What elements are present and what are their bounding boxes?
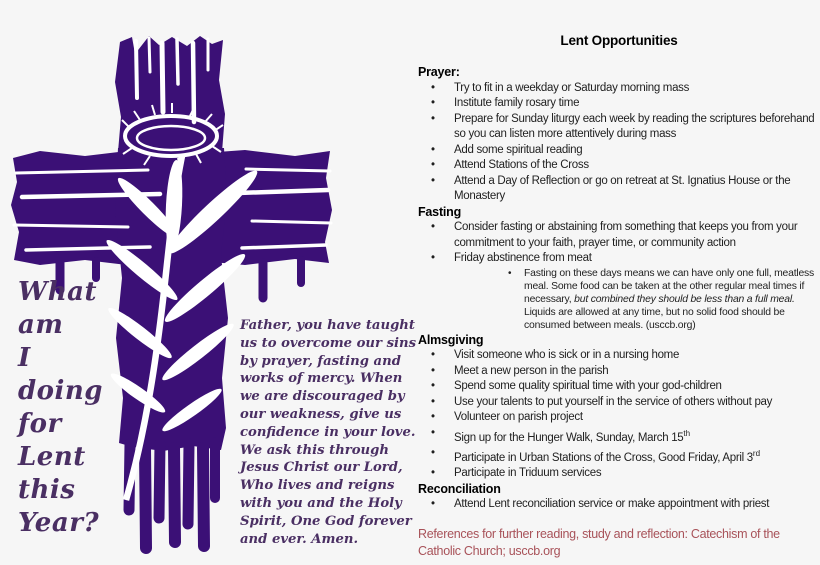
section-fasting — [418, 205, 820, 333]
list-item: • Friday abstinence from meat — [418, 251, 820, 267]
prayer-line: works of mercy. When — [240, 371, 403, 387]
question-line: Lent — [18, 442, 86, 472]
almsgiving-list — [418, 348, 820, 482]
fasting-list — [418, 220, 820, 267]
list-item — [418, 426, 820, 446]
ordinal-suffix: th — [683, 428, 691, 438]
question-text — [18, 276, 103, 540]
list-item: • Attend a Day of Reflection or go on retreat at St. Ignatius House or the Monastery — [418, 174, 820, 205]
question-line: doing — [18, 376, 103, 406]
prayer-line: we are discouraged by — [240, 389, 405, 405]
prayer-line: Spirit, One God forever — [240, 513, 412, 529]
prayer-line: Jesus Christ our Lord, — [240, 460, 403, 476]
list-item: • Participate in Triduum services — [418, 466, 820, 482]
section-prayer — [418, 65, 820, 205]
prayer-line: Father, you have taught — [240, 318, 415, 333]
fasting-subnote — [502, 267, 820, 333]
list-item: • Spend some quality spiritual time with your god-children — [418, 379, 820, 395]
prayer-line: our weakness, give us — [240, 406, 402, 422]
list-item: • Use your talents to put yourself in the service of others without pay — [418, 395, 820, 411]
list-item: • Attend Lent reconciliation service or make appointment with priest — [418, 497, 820, 513]
lent-opportunities-panel — [418, 33, 820, 561]
page-title: Lent Opportunities — [560, 33, 678, 48]
prayer-line: by prayer, fasting and — [240, 353, 401, 369]
list-item: • Prepare for Sunday liturgy each week by reading the scriptures beforehand so you can listen more attentively during mass — [418, 112, 820, 143]
list-item: • Add some spiritual reading — [418, 143, 820, 159]
prayer-line: us to overcome our sins — [240, 335, 417, 351]
list-item: • Meet a new person in the parish — [418, 364, 820, 380]
subnote-text: Liquids are allowed at any time, but no solid food should be consumed between meals. (usccb.org) — [524, 307, 785, 332]
prayer-line: Who lives and reigns — [240, 478, 395, 494]
list-item: • Attend Stations of the Cross — [418, 158, 820, 174]
section-reconciliation — [418, 482, 820, 513]
section-heading-fasting: Fasting — [418, 204, 462, 219]
list-item-text: Participate in Urban Stations of the Cross, Good Friday, April 3 — [454, 451, 753, 464]
section-heading-almsgiving: Almsgiving — [418, 332, 484, 347]
question-line: am — [18, 310, 64, 340]
subnote-text: Fasting on these days means we can have only one full, meatless meal. Some food can be taken at the other regular meal times if necessary, — [524, 267, 815, 305]
question-line: Year? — [18, 508, 100, 538]
prayer-line: and ever. Amen. — [240, 531, 359, 547]
question-line: for — [18, 409, 62, 439]
prayer-line: confidence in your love. — [240, 424, 416, 440]
references-note: References for further reading, study and reflection: Catechism of the Catholic Church; usccb.org — [418, 526, 780, 559]
list-item: • Consider fasting or abstaining from something that keeps you from your commitment to your faith, prayer time, or community action — [418, 220, 820, 251]
prayer-text — [240, 317, 422, 548]
list-item: • Visit someone who is sick or in a nursing home — [418, 348, 820, 364]
question-line: this — [18, 475, 76, 505]
subnote-italic-text: but combined they should be less than a full meal. — [574, 293, 795, 305]
list-item: • Institute family rosary time — [418, 96, 820, 112]
prayer-line: with you and the Holy — [240, 495, 402, 511]
section-heading-reconciliation: Reconciliation — [418, 481, 501, 496]
list-item — [418, 446, 820, 466]
question-line: What — [18, 277, 97, 307]
section-almsgiving — [418, 333, 820, 482]
ordinal-suffix: rd — [752, 448, 761, 458]
question-line: I — [18, 343, 31, 373]
list-item-text: Sign up for the Hunger Walk, Sunday, March 15 — [454, 431, 684, 444]
list-item: • Try to fit in a weekday or Saturday morning mass — [418, 81, 820, 97]
prayer-list — [418, 81, 820, 205]
reconciliation-list — [418, 497, 820, 513]
list-item: • Volunteer on parish project — [418, 410, 820, 426]
section-heading-prayer: Prayer: — [418, 65, 460, 79]
prayer-line: We ask this through — [240, 442, 389, 458]
